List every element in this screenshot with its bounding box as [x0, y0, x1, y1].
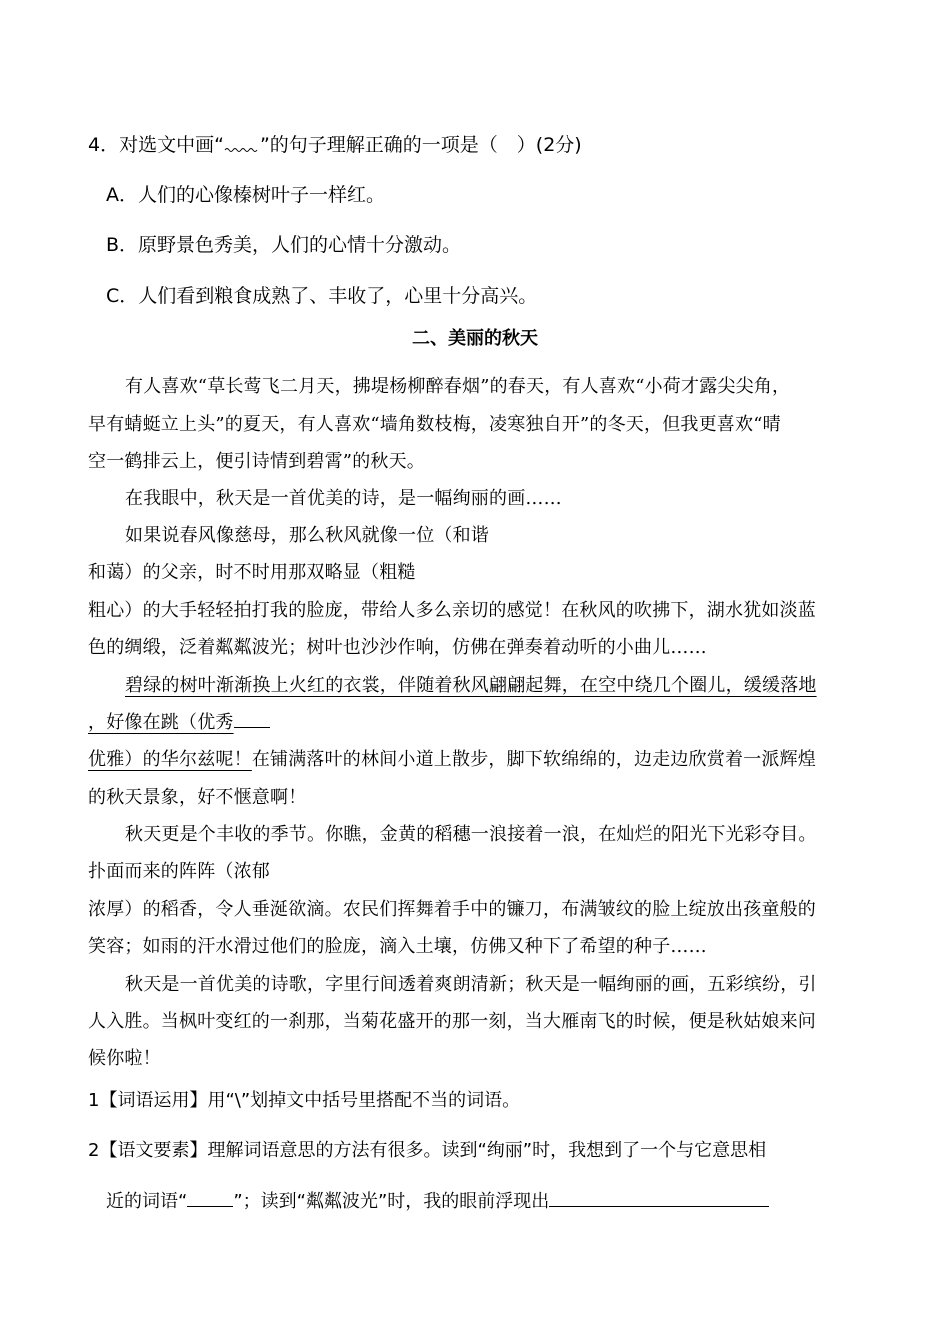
- paragraph-line: 人入胜。当枫叶变红的一刹那，当菊花盛开的那一刻，当大雁南飞的时候，便是秋姑娘来问: [88, 1011, 816, 1032]
- task-1: 1【词语运用】用“\”划掉文中括号里搭配不当的词语。: [88, 1090, 521, 1111]
- paragraph-line: [88, 745, 816, 771]
- paragraph-line: 扑面而来的阵阵（浓郁: [88, 861, 270, 882]
- paragraph-line: 秋天更是个丰收的季节。你瞧，金黄的稻穗一浪接着一浪，在灿烂的阳光下光彩夺目。: [125, 824, 817, 845]
- paragraph-line: 粗心）的大手轻轻拍打我的脸庞，带给人多么亲切的感觉！在秋风的吹拂下，湖水犹如淡蓝: [88, 600, 816, 621]
- paragraph-line: 早有蜻蜓立上头”的夏天，有人喜欢“墙角数枝梅，凌寒独自开”的冬天，但我更喜欢“晴: [88, 414, 781, 435]
- paragraph-line: 笑容；如雨的汗水滑过他们的脸庞，滴入土壤，仿佛又种下了希望的种子……: [88, 936, 707, 957]
- underlined-sentence: 碧绿的树叶渐渐换上火红的衣裳，伴随着秋风翩翩起舞，在空中绕几个圈儿，缓缓落地: [125, 675, 817, 696]
- question-4-stem: [88, 130, 582, 157]
- answer-blank-2[interactable]: [549, 1190, 769, 1207]
- answer-blank-1[interactable]: [187, 1190, 233, 1207]
- task-2-line-1: 2【语文要素】理解词语意思的方法有很多。读到“绚丽”时，我想到了一个与它意思相: [88, 1140, 767, 1161]
- paragraph-line: 有人喜欢“草长莺飞二月天，拂堤杨柳醉春烟”的春天，有人喜欢“小荷才露尖尖角，: [125, 376, 791, 397]
- paragraph-line: 在我眼中，秋天是一首优美的诗，是一幅绚丽的画……: [125, 488, 562, 509]
- question-4-tail: ”的句子理解正确的一项是（ ）(2分): [259, 134, 582, 156]
- underline-extension: [234, 726, 270, 728]
- paragraph-line: 候你啦！: [88, 1048, 161, 1069]
- paragraph-line: 空一鹤排云上，便引诗情到碧霄”的秋天。: [88, 451, 426, 472]
- option-a[interactable]: A．人们的心像榛树叶子一样红。: [106, 184, 385, 206]
- underlined-sentence-cont: [88, 708, 270, 734]
- question-4-lead: 4．对选文中画“: [88, 134, 224, 156]
- paragraph-text: 在铺满落叶的林间小道上散步，脚下软绵绵的，边走边欣赏着一派辉煌: [251, 749, 817, 770]
- underlined-sentence-end: 优雅）的华尔兹呢！: [88, 749, 252, 770]
- task-2-text-b: ”；读到“粼粼波光”时，我的眼前浮现出: [233, 1191, 550, 1212]
- paragraph-line: 色的绸缎，泛着粼粼波光；树叶也沙沙作响，仿佛在弹奏着动听的小曲儿……: [88, 637, 707, 658]
- underlined-sentence-part: ，好像在跳（优秀: [88, 712, 234, 733]
- task-2-line-2: [106, 1187, 769, 1213]
- paragraph-line: 浓厚）的稻香，令人垂涎欲滴。农民们挥舞着手中的镰刀，布满皱纹的脸上绽放出孩童般的: [88, 899, 816, 920]
- paragraph-line: 秋天是一首优美的诗歌，字里行间透着爽朗清新；秋天是一幅绚丽的画，五彩缤纷，引: [125, 974, 817, 995]
- article-title: 二、美丽的秋天: [412, 328, 538, 349]
- task-2-text-a: 近的词语“: [106, 1191, 188, 1212]
- option-c[interactable]: C．人们看到粮食成熟了、丰收了，心里十分高兴。: [106, 285, 538, 307]
- paragraph-line: 如果说春风像慈母，那么秋风就像一位（和谐: [125, 525, 489, 546]
- wavy-underline-mark: [224, 141, 260, 153]
- paragraph-line: 和蔼）的父亲，时不时用那双略显（粗糙: [88, 562, 416, 583]
- paragraph-line: 的秋天景象，好不惬意啊！: [88, 787, 307, 808]
- option-b[interactable]: B．原野景色秀美，人们的心情十分激动。: [106, 234, 462, 256]
